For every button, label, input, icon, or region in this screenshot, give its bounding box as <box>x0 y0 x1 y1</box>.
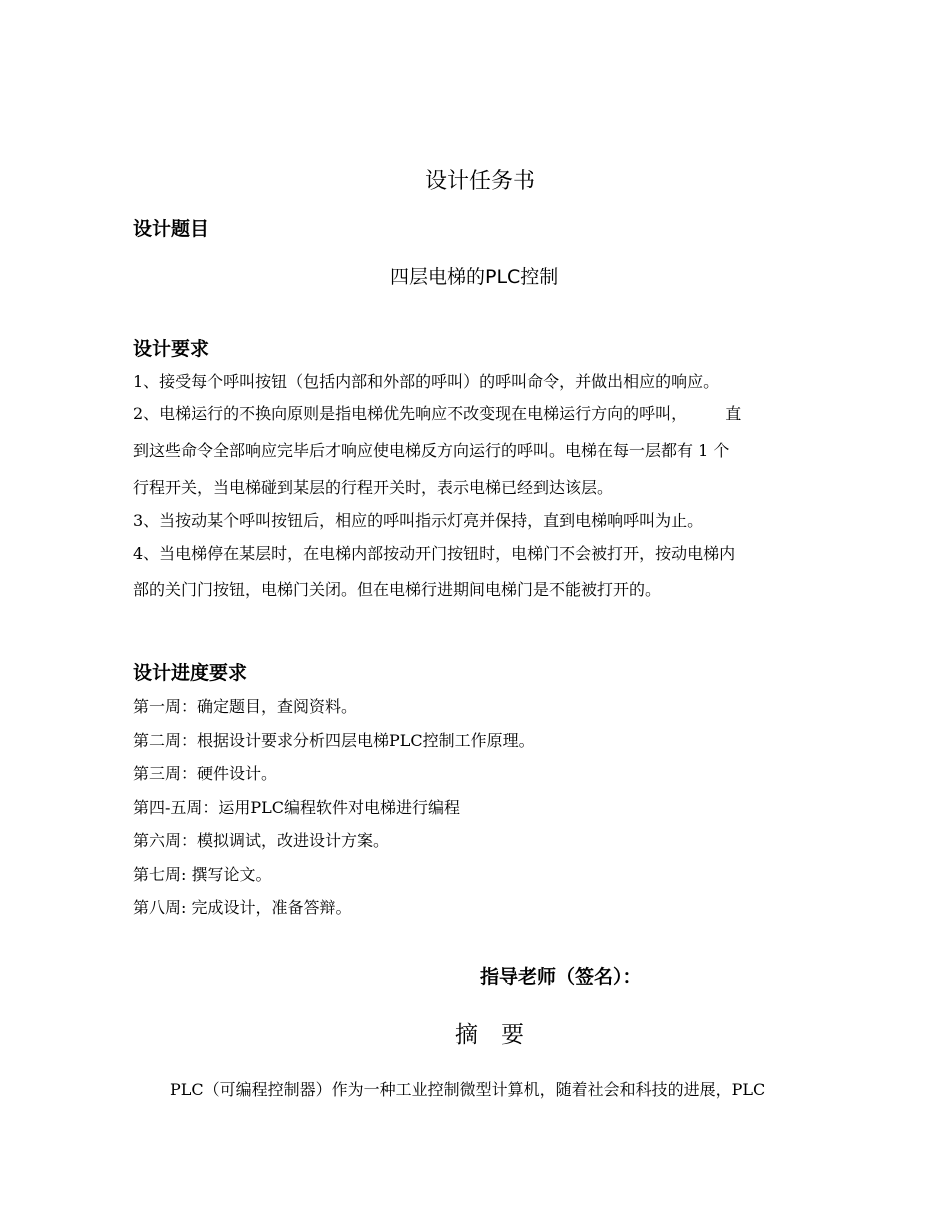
design-topic: 四层电梯的PLC控制 <box>390 266 559 288</box>
requirement-2-text-end: 直 <box>725 404 742 423</box>
schedule-item: 第二周：根据设计要求分析四层电梯PLC控制工作原理。 <box>133 730 535 750</box>
abstract-title: 摘 要 <box>455 1022 524 1048</box>
schedule-item: 第一周：确定题目，查阅资料。 <box>133 697 358 716</box>
requirements-heading: 设计要求 <box>133 338 210 360</box>
requirement-3: 3、当按动某个呼叫按钮后，相应的呼叫指示灯亮并保持，直到电梯响呼叫为止。 <box>133 511 704 530</box>
requirement-2-line-3: 行程开关，当电梯碰到某层的行程开关时，表示电梯已经到达该层。 <box>133 478 614 497</box>
signature-label: 指导老师（签名）： <box>480 966 642 988</box>
schedule-list <box>133 696 535 931</box>
abstract-first-line: PLC（可编程控制器）作为一种工业控制微型计算机，随着社会和科技的进展，PLC <box>170 1080 766 1099</box>
topic-heading: 设计题目 <box>133 218 210 240</box>
schedule-item: 第四-五周：运用PLC编程软件对电梯进行编程 <box>133 797 461 817</box>
schedule-heading: 设计进度要求 <box>133 662 248 684</box>
requirement-1: 1、接受每个呼叫按钮（包括内部和外部的呼叫）的呼叫命令，并做出相应的响应。 <box>133 372 720 391</box>
requirement-2-line-2: 到这些命令全部响应完毕后才响应使电梯反方向运行的呼叫。电梯在每一层都有 1 个 <box>133 441 730 460</box>
requirement-2-text: 2、电梯运行的不换向原则是指电梯优先响应不改变现在电梯运行方向的呼叫， <box>133 404 688 423</box>
page-title: 设计任务书 <box>425 169 536 194</box>
requirement-2-line-1 <box>133 398 741 430</box>
schedule-item: 第七周: 撰写论文。 <box>133 864 272 884</box>
schedule-item: 第三周：硬件设计。 <box>133 764 278 783</box>
requirement-4-line-2: 部的关门门按钮，电梯门关闭。但在电梯行进期间电梯门是不能被打开的。 <box>133 580 662 599</box>
schedule-item: 第六周：模拟调试，改进设计方案。 <box>133 831 390 850</box>
requirement-4-line-1: 4、当电梯停在某层时，在电梯内部按动开门按钮时，电梯门不会被打开，按动电梯内 <box>133 544 736 563</box>
schedule-item: 第八周: 完成设计，准备答辩。 <box>133 898 352 917</box>
